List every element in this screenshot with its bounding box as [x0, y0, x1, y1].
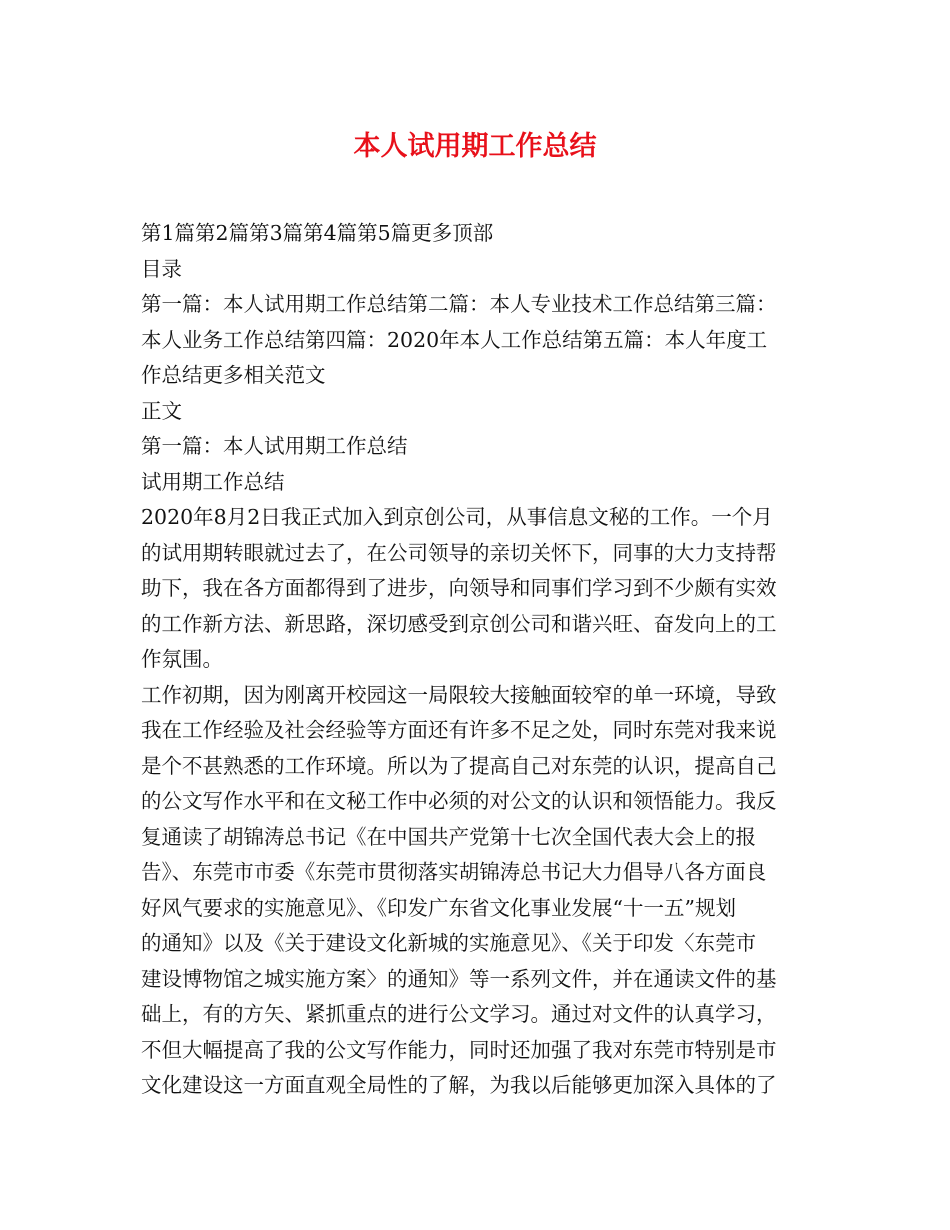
paragraph-line: 文化建设这一方面直观全局性的了解，为我以后能够更加深入具体的了	[141, 1073, 777, 1097]
paragraph-line: 是个不甚熟悉的工作环境。所以为了提高自己对东莞的认识，提高自己	[141, 753, 777, 778]
paragraph-line: 工作初期，因为刚离开校园这一局限较大接触面较窄的单一环境，导致	[141, 682, 777, 707]
toc-list	[141, 287, 813, 394]
sub-heading: 试用期工作总结	[141, 469, 285, 494]
paragraph-line: 的通知》以及《关于建设文化新城的实施意见》、《关于印发〈东莞市	[141, 931, 756, 955]
paragraph-line: 作氛围。	[141, 647, 223, 671]
paragraph-2	[141, 678, 813, 1104]
paragraph-line: 好风气要求的实施意见》、《印发广东省文化事业发展“十一五”规划	[141, 895, 736, 920]
paragraph-line: 我在工作经验及社会经验等方面还有许多不足之处，同时东莞对我来说	[141, 718, 777, 742]
section-nav: 第1篇第2篇第3篇第4篇第5篇更多顶部	[141, 221, 494, 245]
paragraph-line: 告》、东莞市市委《东莞市贯彻落实胡锦涛总书记大力倡导八各方面良	[141, 860, 767, 884]
paragraph-line: 2020年8月2日我正式加入到京创公司，从事信息文秘的工作。一个月	[141, 505, 773, 529]
paragraph-line: 复通读了胡锦涛总书记《在中国共产党第十七次全国代表大会上的报	[141, 824, 756, 849]
toc-heading: 目录	[141, 256, 182, 281]
paragraph-line: 建设博物馆之城实施方案〉的通知》等一系列文件，并在通读文件的基	[141, 966, 777, 991]
document-body	[141, 216, 813, 1104]
paragraph-line: 助下，我在各方面都得到了进步，向领导和同事们学习到不少颇有实效	[141, 576, 777, 600]
paragraph-line: 的工作新方法、新思路，深切感受到京创公司和谐兴旺、奋发向上的工	[141, 611, 777, 636]
body-heading: 正文	[141, 398, 182, 423]
toc-line: 本人业务工作总结第四篇：2020年本人工作总结第五篇：本人年度工	[141, 327, 768, 352]
paragraph-line: 的公文写作水平和在文秘工作中必须的对公文的认识和领悟能力。我反	[141, 789, 777, 813]
toc-line: 作总结更多相关范文	[141, 363, 326, 387]
document-title: 本人试用期工作总结	[353, 131, 597, 162]
paragraph-line: 不但大幅提高了我的公文写作能力，同时还加强了我对东莞市特别是市	[141, 1037, 777, 1062]
toc-line: 第一篇：本人试用期工作总结第二篇：本人专业技术工作总结第三篇：	[141, 292, 777, 316]
section-heading: 第一篇：本人试用期工作总结	[141, 434, 408, 458]
paragraph-line: 的试用期转眼就过去了，在公司领导的亲切关怀下，同事的大力支持帮	[141, 540, 777, 565]
paragraph-line: 础上，有的方矢、紧抓重点的进行公文学习。通过对文件的认真学习，	[141, 1002, 777, 1026]
paragraph-1	[141, 500, 813, 678]
